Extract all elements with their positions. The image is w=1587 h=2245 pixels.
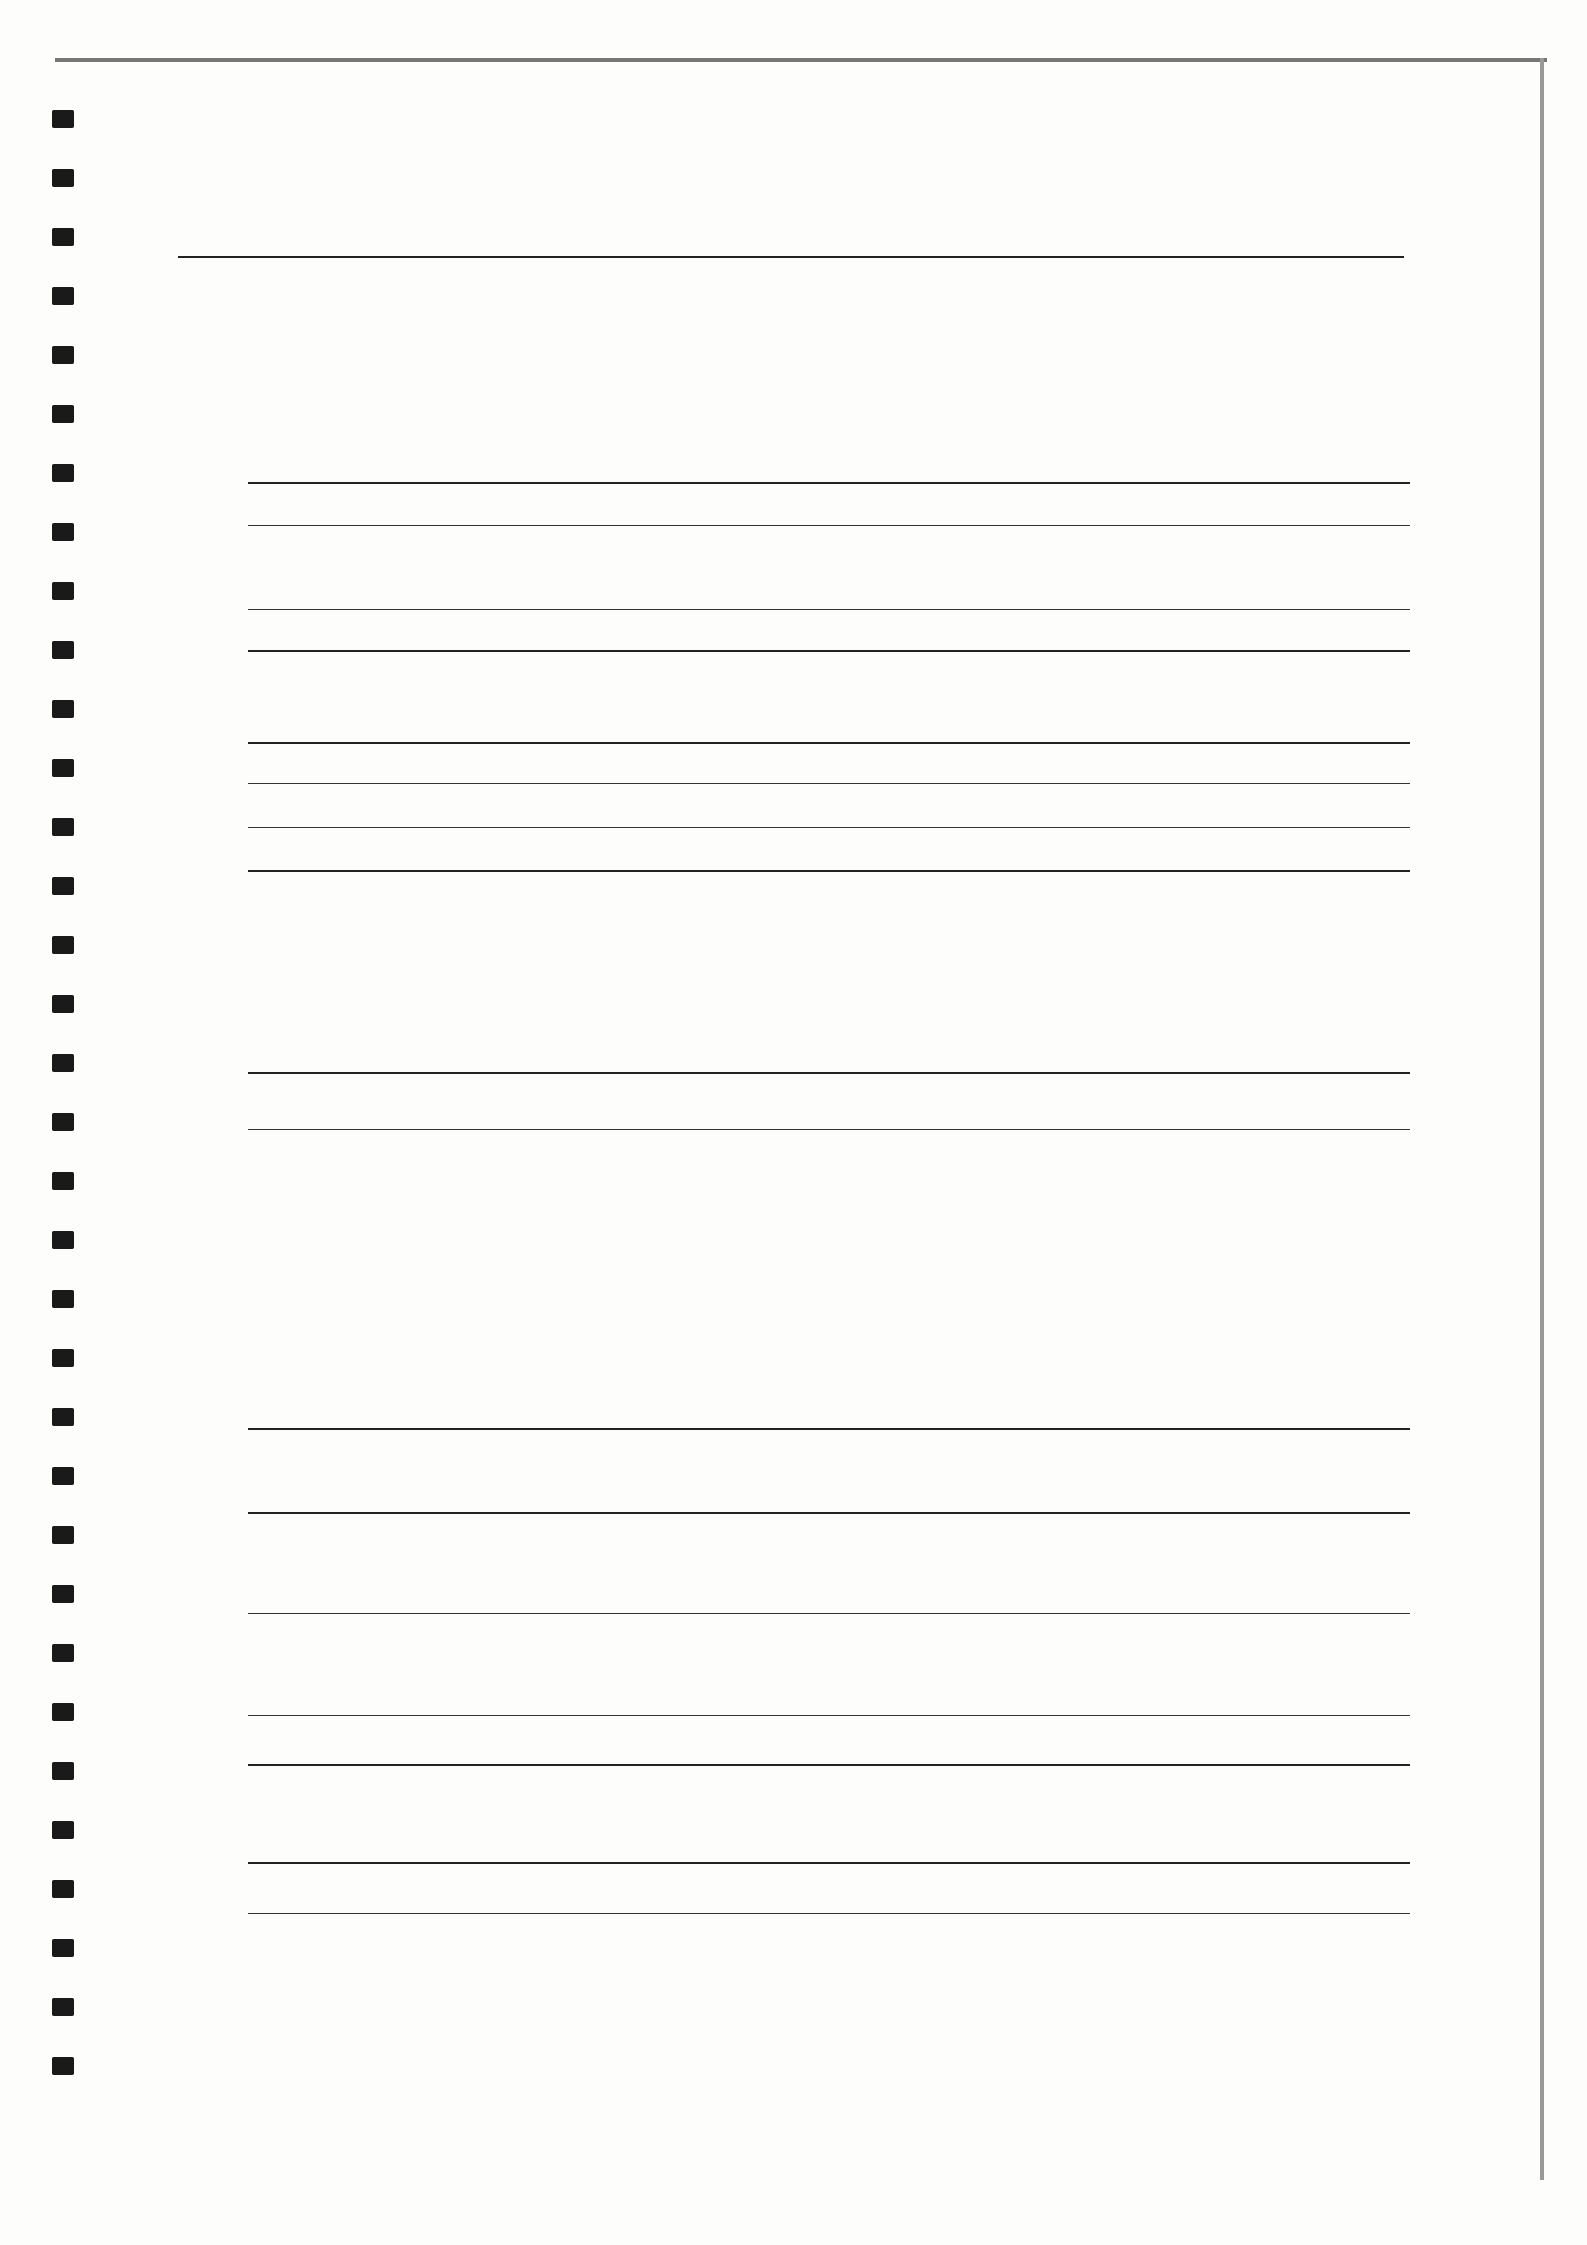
cell xyxy=(638,1279,778,1329)
cash-table xyxy=(248,482,1410,652)
header-cell xyxy=(1048,1563,1208,1613)
binding-hole xyxy=(52,110,74,128)
cell xyxy=(1008,1913,1188,1959)
cell xyxy=(1208,1613,1410,1665)
binding-hole xyxy=(52,641,74,659)
cell xyxy=(248,1715,438,1765)
cell xyxy=(638,1379,778,1429)
intangible-assets-table xyxy=(248,1862,1410,1959)
total-row xyxy=(248,609,1410,651)
header-cell xyxy=(568,1563,718,1613)
cash-header-closing xyxy=(968,483,1410,525)
cell xyxy=(748,1913,1008,1959)
cell xyxy=(1018,1379,1198,1429)
binding-hole xyxy=(52,995,74,1013)
cell xyxy=(1018,1129,1198,1179)
binding-hole xyxy=(52,759,74,777)
cell xyxy=(1048,1613,1208,1665)
header-cell xyxy=(438,1563,568,1613)
cell xyxy=(1018,1329,1198,1379)
cell xyxy=(1198,1379,1410,1429)
binding-hole xyxy=(52,582,74,600)
binding-hole xyxy=(52,936,74,954)
cell xyxy=(548,609,968,651)
cell xyxy=(778,1179,1018,1229)
cell xyxy=(968,827,1410,871)
table-row xyxy=(248,783,1410,827)
cell xyxy=(638,1329,778,1379)
table-row xyxy=(248,1279,1410,1329)
table-row xyxy=(248,1665,1410,1715)
cell xyxy=(248,1913,548,1959)
cell xyxy=(568,1715,718,1765)
cell xyxy=(248,783,548,827)
binding-hole xyxy=(52,1585,74,1603)
binding-hole xyxy=(52,1762,74,1780)
table-row xyxy=(248,1613,1410,1665)
total-row xyxy=(248,827,1410,871)
header-cell xyxy=(248,1513,438,1613)
header-cell xyxy=(438,1513,878,1563)
cell xyxy=(878,1715,1048,1765)
cell xyxy=(548,1913,748,1959)
binding-hole xyxy=(52,1703,74,1721)
binding-hole xyxy=(52,287,74,305)
header-cell xyxy=(1018,1073,1198,1129)
header-cell xyxy=(248,1863,548,1913)
cell xyxy=(778,1279,1018,1329)
fixed-assets-category-table xyxy=(248,1072,1410,1430)
cell xyxy=(778,1229,1018,1279)
cell xyxy=(968,783,1410,827)
table-row xyxy=(248,525,1410,567)
cell xyxy=(1208,1665,1410,1715)
binding-hole xyxy=(52,700,74,718)
binding-hole xyxy=(52,1113,74,1131)
header-cell xyxy=(778,1073,1018,1129)
cell xyxy=(248,1179,638,1229)
cell xyxy=(248,1129,638,1179)
cash-header-opening xyxy=(548,483,968,525)
binding-hole xyxy=(52,405,74,423)
cell xyxy=(968,609,1410,651)
header-cell xyxy=(1198,1073,1410,1129)
header-cell xyxy=(248,1073,638,1129)
binding-hole xyxy=(52,1467,74,1485)
cell xyxy=(568,1665,718,1715)
cell xyxy=(1208,1715,1410,1765)
cell xyxy=(548,827,968,871)
cell xyxy=(638,1229,778,1279)
table-row xyxy=(248,567,1410,609)
cell xyxy=(1048,1715,1208,1765)
cell xyxy=(248,609,548,651)
cell xyxy=(1018,1279,1198,1329)
cell xyxy=(248,1279,638,1329)
header-cell xyxy=(548,743,968,783)
total-row xyxy=(248,1715,1410,1765)
binding-hole xyxy=(52,1821,74,1839)
cell xyxy=(438,1665,568,1715)
cell xyxy=(718,1613,878,1665)
fixed-assets-usage-table xyxy=(248,1512,1410,1766)
cell xyxy=(568,1613,718,1665)
binding-hole xyxy=(52,1526,74,1544)
cell xyxy=(638,1179,778,1229)
cell xyxy=(878,1613,1048,1665)
cash-header-item xyxy=(248,483,548,525)
cell xyxy=(248,1229,638,1279)
table-row xyxy=(248,1913,1410,1959)
cell xyxy=(438,1715,568,1765)
binding-hole xyxy=(52,1644,74,1662)
binding-hole xyxy=(52,1880,74,1898)
header-cell xyxy=(718,1563,878,1613)
cell xyxy=(778,1329,1018,1379)
cell xyxy=(1198,1329,1410,1379)
cell xyxy=(718,1665,878,1715)
header-cell xyxy=(748,1863,1008,1913)
cell xyxy=(968,567,1410,609)
other-current-assets-table xyxy=(248,742,1410,872)
binding-hole xyxy=(52,1290,74,1308)
cell xyxy=(548,525,968,567)
binding-hole xyxy=(52,1408,74,1426)
cell xyxy=(248,827,548,871)
header-cell xyxy=(248,743,548,783)
header-cell xyxy=(878,1513,1410,1563)
cell xyxy=(248,567,548,609)
cell xyxy=(778,1379,1018,1429)
table-row xyxy=(248,1329,1410,1379)
cell xyxy=(248,1329,638,1379)
table-row xyxy=(248,1179,1410,1229)
cell xyxy=(548,783,968,827)
cell xyxy=(968,525,1410,567)
cell xyxy=(1188,1913,1410,1959)
cell xyxy=(248,1379,638,1429)
header-cell xyxy=(1208,1563,1410,1613)
binding-hole xyxy=(52,346,74,364)
binding-hole xyxy=(52,1998,74,2016)
binding-hole xyxy=(52,523,74,541)
header-cell xyxy=(1008,1863,1188,1913)
cell xyxy=(248,1613,438,1665)
cell xyxy=(778,1129,1018,1179)
cell xyxy=(1018,1179,1198,1229)
header-rule xyxy=(178,256,1404,258)
cell xyxy=(1198,1229,1410,1279)
cell xyxy=(1018,1229,1198,1279)
binding-hole xyxy=(52,1349,74,1367)
cell xyxy=(1048,1665,1208,1715)
cell xyxy=(878,1665,1048,1715)
spiral-binding xyxy=(0,0,90,2245)
binding-hole xyxy=(52,1172,74,1190)
binding-hole xyxy=(52,2057,74,2075)
page-right-edge xyxy=(1540,58,1544,2180)
cell xyxy=(1198,1179,1410,1229)
page-top-edge xyxy=(55,58,1547,62)
binding-hole xyxy=(52,1231,74,1249)
binding-hole xyxy=(52,169,74,187)
cell xyxy=(248,1665,438,1715)
table-row xyxy=(248,1129,1410,1179)
table-row xyxy=(248,1229,1410,1279)
binding-hole xyxy=(52,877,74,895)
cell xyxy=(248,525,548,567)
binding-hole xyxy=(52,818,74,836)
cell xyxy=(548,567,968,609)
header-cell xyxy=(968,743,1410,783)
binding-hole xyxy=(52,1054,74,1072)
cell xyxy=(1198,1129,1410,1179)
cell xyxy=(718,1715,878,1765)
header-cell xyxy=(548,1863,748,1913)
cell xyxy=(638,1129,778,1179)
header-cell xyxy=(878,1563,1048,1613)
binding-hole xyxy=(52,1939,74,1957)
cell xyxy=(1198,1279,1410,1329)
header-cell xyxy=(1188,1863,1410,1913)
binding-hole xyxy=(52,464,74,482)
binding-hole xyxy=(52,228,74,246)
cell xyxy=(438,1613,568,1665)
header-cell xyxy=(638,1073,778,1129)
table-row xyxy=(248,1379,1410,1429)
